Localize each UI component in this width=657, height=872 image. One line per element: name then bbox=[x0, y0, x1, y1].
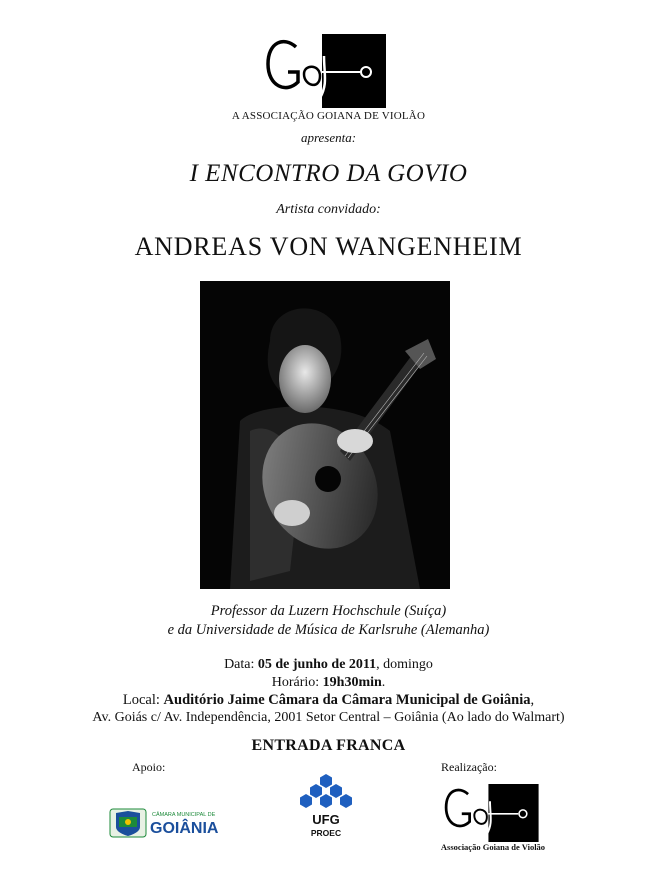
venue-label: Local: bbox=[122, 692, 164, 708]
time-value: 19h30min bbox=[322, 675, 382, 690]
govio-logo-icon bbox=[262, 34, 386, 108]
presents-text: apresenta: bbox=[300, 130, 357, 145]
address-line: Av. Goiás c/ Av. Independência, 2001 Setor Central – Goiânia (Ao lado do Walmart) bbox=[92, 710, 565, 725]
venue-line bbox=[0, 692, 657, 709]
guest-artist-label: Artista convidado: bbox=[276, 202, 381, 217]
event-title: I ENCONTRO DA GOVIO bbox=[189, 160, 468, 187]
support-label: Apoio: bbox=[132, 760, 166, 774]
date-line bbox=[0, 657, 657, 673]
goiania-text: GOIÂNIA bbox=[150, 820, 219, 837]
realization-caption: Associação Goiana de Violão bbox=[440, 842, 546, 852]
venue-suffix: , bbox=[530, 692, 535, 708]
realization-label: Realização: bbox=[441, 760, 497, 774]
date-suffix: , domingo bbox=[376, 657, 433, 672]
ufg-text: UFG bbox=[312, 812, 340, 827]
time-label: Horário: bbox=[271, 675, 323, 690]
date-label: Data: bbox=[224, 657, 258, 672]
artist-name: ANDREAS VON WANGENHEIM bbox=[134, 232, 523, 261]
venue-value: Auditório Jaime Câmara da Câmara Municipal de Goiânia bbox=[163, 692, 531, 708]
credit-line-1: Professor da Luzern Hochschule (Suíça) bbox=[210, 603, 447, 619]
camara-goiania-logo bbox=[108, 805, 220, 839]
guitarist-portrait-photo bbox=[200, 281, 450, 589]
proec-text: PROEC bbox=[310, 828, 342, 838]
ufg-proec-logo bbox=[298, 772, 354, 840]
credit-line-2: e da Universidade de Música de Karlsruhe (Alemanha) bbox=[167, 622, 490, 638]
time-suffix: . bbox=[381, 675, 386, 690]
camara-text: CÂMARA MUNICIPAL DE bbox=[152, 812, 216, 818]
govio-logo-small-icon bbox=[441, 784, 539, 842]
date-value: 05 de junho de 2011 bbox=[257, 657, 377, 672]
time-line bbox=[0, 675, 657, 691]
free-entry-text: ENTRADA FRANCA bbox=[251, 737, 406, 754]
organization-name: A ASSOCIAÇÃO GOIANA DE VIOLÃO bbox=[231, 110, 426, 122]
